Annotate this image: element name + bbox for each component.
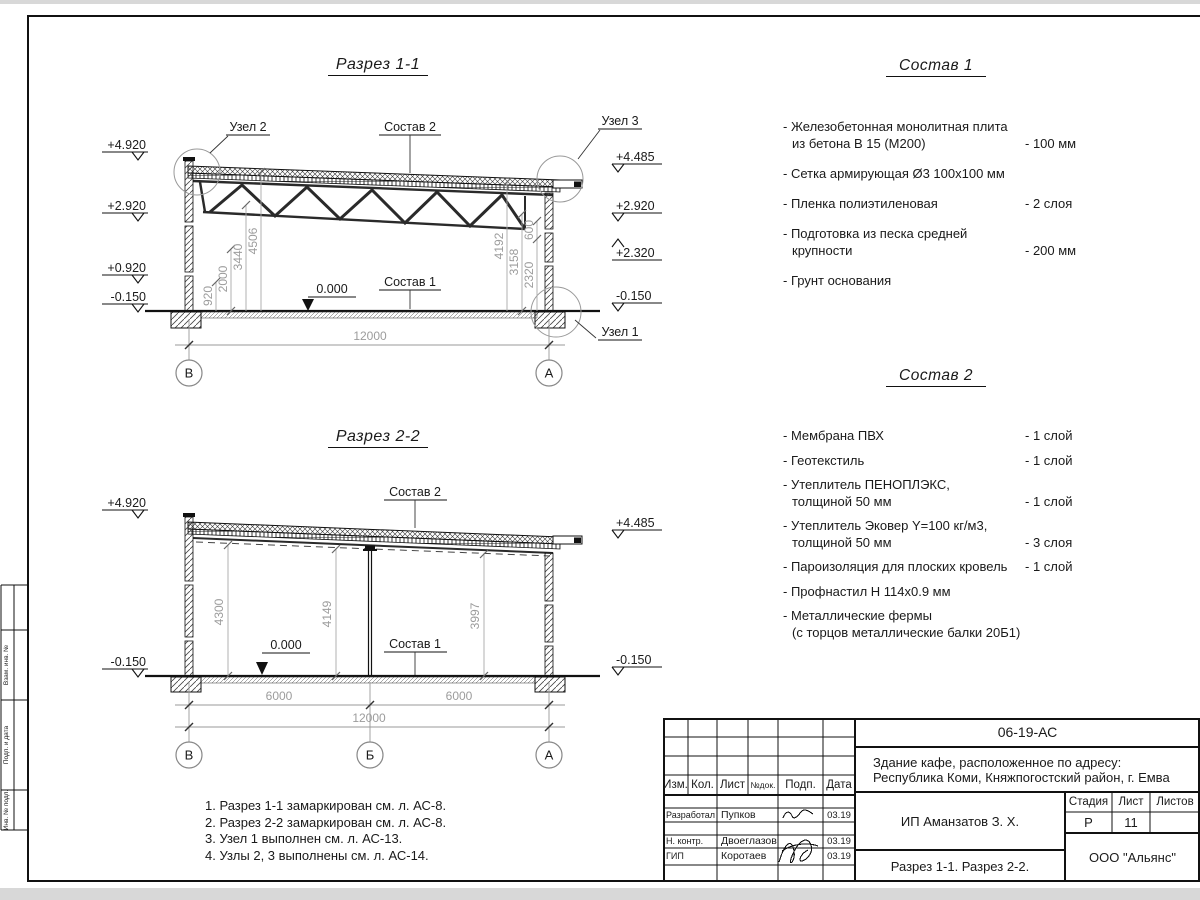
elevation-label: +2.320 — [616, 246, 655, 260]
role-gip: ГИП — [666, 851, 684, 861]
col-ndok-header: №док. — [750, 779, 776, 790]
dim-label: 4192 — [492, 232, 506, 260]
material-item — [783, 118, 1105, 152]
date-razrabotal: 03.19 — [827, 809, 851, 821]
roof-slab — [183, 513, 582, 556]
date-gip: 03.19 — [827, 851, 851, 862]
dim-label: 4149 — [320, 600, 334, 628]
material-name-line2: (с торцов металлические балки 20Б1) — [792, 624, 1021, 640]
axis-bubble-label: А — [544, 365, 554, 381]
material-name: - Пленка полиэтиленовая — [783, 196, 938, 211]
elevation-label: +0.920 — [107, 261, 146, 275]
dim-label: 600 — [522, 219, 536, 241]
sostav1-title: Состав 1 — [886, 57, 986, 77]
axis-bubble-label: Б — [365, 747, 375, 763]
stage-value: Р — [1084, 815, 1093, 830]
col-list-header: Лист — [720, 778, 745, 791]
sostav1-ref-label: Состав 1 — [384, 275, 436, 289]
drawing-sheet — [0, 4, 1200, 888]
elevation-marks-left — [102, 138, 148, 312]
client-name: ИП Аманзатов З. Х. — [900, 813, 1020, 829]
name-razrabotal: Пупков — [721, 808, 756, 821]
material-name-line2: из бетона В 15 (М200) — [792, 136, 926, 151]
dim-label: 4300 — [212, 598, 226, 626]
name-gip: Коротаев — [721, 850, 767, 862]
object-line2: Республика Коми, Княжпогостский район, г. Емва — [873, 769, 1170, 785]
dim-label: 920 — [201, 285, 215, 307]
elevation-label: +2.920 — [616, 199, 655, 213]
axis-bubble-label: В — [184, 365, 194, 381]
stamp-side-label: Взам. инв. № — [3, 644, 10, 686]
sostav2-ref-label: Состав 2 — [384, 120, 436, 134]
section1-title: Разрез 1-1 — [328, 56, 428, 76]
material-name: - Железобетонная монолитная плита — [783, 119, 1008, 134]
note-line: 3. Узел 1 выполнен см. л. АС-13. — [205, 831, 403, 846]
bottom-dimension — [175, 319, 565, 386]
notes-block — [205, 798, 446, 864]
material-item — [783, 428, 1105, 445]
note-line: 2. Разрез 2-2 замаркирован см. л. АС-8. — [205, 814, 447, 830]
elevation-label: +4.920 — [107, 138, 146, 152]
object-line1: Здание кафе, расположенное по адресу: — [873, 754, 1122, 770]
elevation-marks-right — [612, 150, 662, 311]
zero-level-label: 0.000 — [270, 638, 302, 652]
sheets-label: Листов — [1156, 795, 1194, 808]
material-item — [783, 165, 1105, 182]
elevation-marks-left — [102, 496, 148, 677]
role-razrabotal: Разработал — [666, 809, 715, 820]
material-name: - Грунт основания — [783, 273, 892, 288]
elevation-label: -0.150 — [110, 290, 146, 304]
signature-scribbles — [779, 810, 818, 863]
elevation-label: -0.150 — [110, 655, 146, 669]
middle-column — [363, 546, 377, 677]
dim-span-label: 6000 — [445, 689, 473, 703]
material-value: - 1 слой — [1025, 428, 1073, 443]
section2-drawing — [70, 429, 670, 799]
material-value: - 2 слоя — [1025, 196, 1073, 211]
material-name: - Металлические фермы — [783, 608, 932, 623]
dim-label: 3997 — [468, 602, 482, 630]
material-name: - Подготовка из песка средней — [783, 226, 968, 241]
dim-label: 2320 — [522, 261, 536, 289]
dim-span-label: 6000 — [265, 689, 293, 703]
uzel2-label: Узел 2 — [229, 120, 267, 134]
stage-label: Стадия — [1068, 795, 1109, 808]
elevation-label: -0.150 — [616, 653, 652, 667]
material-name-line2: толщиной 50 мм — [792, 534, 892, 550]
material-name-line2: толщиной 50 мм — [792, 493, 892, 509]
dim-label: 3440 — [231, 243, 245, 271]
sheet-name: Разрез 1-1. Разрез 2-2. — [890, 858, 1030, 874]
section1-drawing — [70, 49, 670, 394]
col-podp-header: Подп. — [785, 778, 816, 791]
section2-title: Разрез 2-2 — [328, 428, 428, 448]
material-name: - Сетка армирующая Ø3 100х100 мм — [783, 166, 1005, 181]
material-value: - 200 мм — [1025, 243, 1077, 258]
col-izm-header: Изм. — [663, 778, 688, 791]
material-item — [783, 559, 1105, 576]
uzel1-label: Узел 1 — [601, 325, 639, 339]
elevation-label: +4.485 — [616, 150, 655, 164]
material-name: - Мембрана ПВХ — [783, 428, 884, 443]
material-value: - 1 слой — [1025, 493, 1073, 509]
name-nkontr: Двоеглазов — [721, 835, 777, 847]
labels — [210, 114, 642, 340]
axis-bubble-label: А — [544, 747, 554, 763]
sheets-value — [1150, 812, 1200, 833]
material-item — [783, 608, 1105, 641]
col-data-header: Дата — [826, 778, 852, 791]
material-name: - Профнастил Н 114х0.9 мм — [783, 583, 951, 599]
material-name: - Утеплитель ПЕНОПЛЭКС, — [783, 477, 950, 492]
bottom-dimensions — [175, 682, 565, 768]
elevation-label: +2.920 — [107, 199, 146, 213]
company-name: ООО "Альянс" — [1089, 850, 1176, 865]
material-name: - Утеплитель Эковер Y=100 кг/м3, — [783, 518, 988, 533]
role-nkontr: Н. контр. — [666, 836, 704, 846]
elevation-label: +4.920 — [107, 496, 146, 510]
sostav2-ref-label: Состав 2 — [389, 485, 441, 499]
sheet-label: Лист — [1118, 795, 1144, 808]
sostav2-title: Состав 2 — [886, 367, 986, 387]
material-value: - 1 слой — [1025, 559, 1073, 574]
sostav1-ref-label: Состав 1 — [389, 637, 441, 651]
date-nkontr: 03.19 — [827, 836, 851, 847]
col-kol-header: Кол. — [691, 778, 714, 791]
material-value: - 100 мм — [1025, 136, 1077, 151]
material-name-line2: крупности — [792, 243, 853, 258]
elevation-marks-right — [612, 516, 662, 675]
doc-number: 06-19-АС — [997, 724, 1058, 740]
material-item — [783, 195, 1105, 212]
elevation-label: +4.485 — [616, 516, 655, 530]
dim-total-label: 12000 — [352, 711, 386, 725]
stamp-side-label: Инв. № подл. — [3, 789, 10, 831]
material-name: - Геотекстиль — [783, 452, 865, 468]
material-item — [783, 272, 1105, 289]
material-item — [783, 225, 1105, 259]
object-name — [861, 747, 1200, 792]
side-stamp-strip — [0, 583, 29, 834]
sostav1-list — [783, 118, 1105, 302]
sheet-value: 11 — [1124, 815, 1138, 830]
material-item — [783, 584, 1105, 601]
material-item — [783, 453, 1105, 470]
zero-level-label: 0.000 — [316, 282, 348, 296]
material-item — [783, 477, 1105, 510]
note-line: 1. Разрез 1-1 замаркирован см. л. АС-8. — [205, 798, 447, 813]
labels — [256, 485, 447, 675]
title-block — [663, 718, 1200, 882]
dim-total-label: 12000 — [353, 329, 387, 343]
frame-top — [27, 15, 1200, 17]
dim-label: 4506 — [246, 227, 260, 255]
material-item — [783, 518, 1105, 551]
elevation-label: -0.150 — [616, 289, 652, 303]
dim-label: 3158 — [507, 248, 521, 276]
axis-bubble-label: В — [184, 747, 194, 763]
stamp-side-label: Подп. и дата — [3, 725, 10, 765]
uzel3-label: Узел 3 — [601, 114, 639, 128]
note-line: 4. Узлы 2, 3 выполнены см. л. АС-14. — [205, 847, 429, 863]
dim-label: 2000 — [216, 265, 230, 293]
vertical-dims — [212, 541, 488, 680]
sostav2-list — [783, 428, 1105, 649]
material-value: - 1 слой — [1025, 452, 1073, 468]
material-name: - Пароизоляция для плоских кровель — [783, 559, 1008, 574]
floor-foundation — [145, 676, 600, 692]
material-value: - 3 слоя — [1025, 534, 1073, 550]
